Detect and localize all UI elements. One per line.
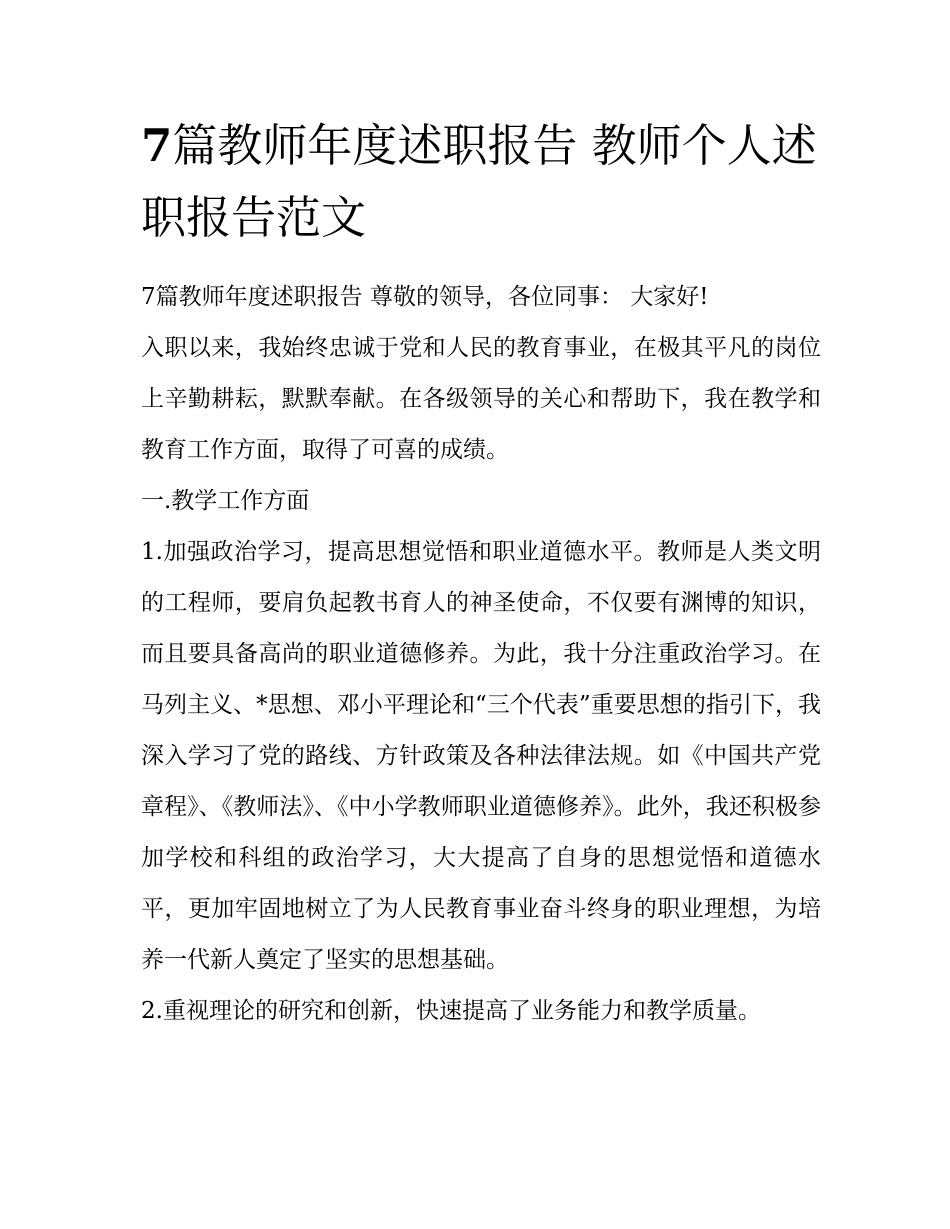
intro-paragraph: 入职以来，我始终忠诚于党和人民的教育事业，在极其平凡的岗位上辛勤耕耘，默默奉献。在各级领导的关心和帮助下，我在教学和教育工作方面，取得了可喜的成绩。 — [141, 335, 821, 463]
document-body — [141, 272, 821, 1037]
title-text: 篇教师年度述职报告 教师个人述职报告范文 — [141, 119, 817, 244]
point-two-paragraph: 2.重视理论的研究和创新，快速提高了业务能力和教学质量。 — [141, 998, 761, 1024]
document-title — [141, 110, 821, 254]
point-one-paragraph: 1.加强政治学习，提高思想觉悟和职业道德水平。教师是人类文明的工程师，要肩负起教书育人的神圣使命，不仅要有渊博的知识，而且要具备高尚的职业道德修养。为此，我十分注重政治学习。在马列主义、*思想、邓小平理论和“三个代表”重要思想的指引下，我深入学习了党的路线、方针政策及各种法律法规。如《中国共产党章程》、《教师法》、《中小学教师职业道德修养》。此外，我还积极参加学校和科组的政治学习，大大提高了自身的思想觉悟和道德水平，更加牢固地树立了为人民教育事业奋斗终身的职业理想，为培养一代新人奠定了坚实的思想基础。 — [141, 539, 821, 973]
title-number: 7 — [141, 119, 173, 172]
document-page — [141, 110, 821, 1037]
section-heading: 一.教学工作方面 — [141, 488, 310, 514]
greeting-paragraph: 7篇教师年度述职报告 尊敬的领导，各位同事： 大家好! — [141, 284, 709, 310]
